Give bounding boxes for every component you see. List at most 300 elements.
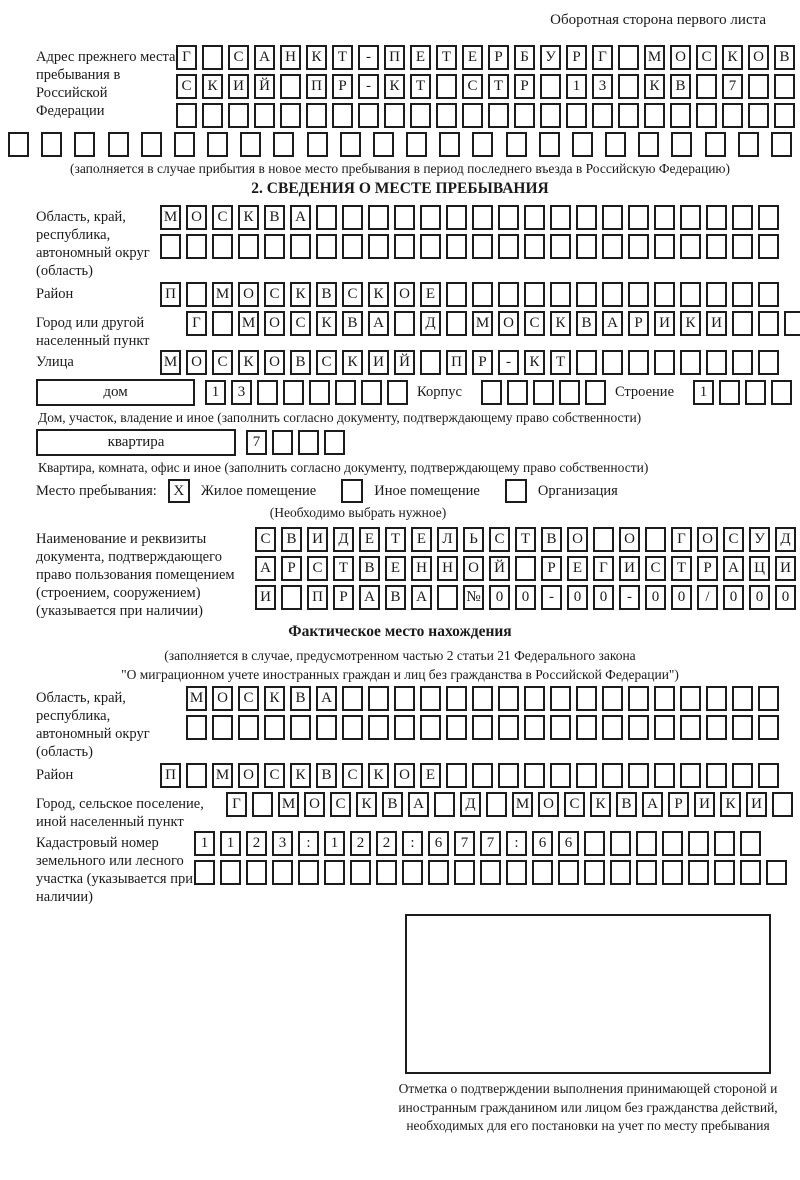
char-cell[interactable] [618,45,639,70]
char-cell[interactable]: Р [332,74,353,99]
char-cell[interactable]: Ц [749,556,770,581]
char-cell[interactable]: И [228,74,249,99]
char-cell[interactable]: 1 [693,380,714,405]
char-cell[interactable] [506,132,527,157]
char-cell[interactable]: 2 [376,831,397,856]
char-cell[interactable] [446,234,467,259]
char-cell[interactable] [446,686,467,711]
char-cell[interactable]: П [384,45,405,70]
char-cell[interactable] [309,380,330,405]
char-cell[interactable] [628,686,649,711]
char-cell[interactable]: И [706,311,727,336]
char-cell[interactable]: А [316,686,337,711]
char-cell[interactable] [576,763,597,788]
char-cell[interactable]: Е [410,45,431,70]
char-cell[interactable]: М [160,205,181,230]
char-cell[interactable]: Т [488,74,509,99]
char-cell[interactable]: 1 [566,74,587,99]
char-cell[interactable]: Т [550,350,571,375]
char-cell[interactable] [714,831,735,856]
organization-checkbox[interactable] [505,479,527,503]
char-cell[interactable] [306,103,327,128]
char-cell[interactable] [454,860,475,885]
char-cell[interactable]: Д [460,792,481,817]
char-cell[interactable] [628,763,649,788]
char-cell[interactable] [368,686,389,711]
char-cell[interactable]: К [590,792,611,817]
char-cell[interactable] [368,715,389,740]
char-cell[interactable] [202,103,223,128]
char-cell[interactable]: : [298,831,319,856]
char-cell[interactable]: 6 [428,831,449,856]
char-cell[interactable]: В [382,792,403,817]
char-cell[interactable] [706,715,727,740]
char-cell[interactable] [350,860,371,885]
char-cell[interactable] [550,205,571,230]
char-cell[interactable] [593,527,614,552]
char-cell[interactable] [186,282,207,307]
char-cell[interactable]: А [255,556,276,581]
char-cell[interactable]: О [238,282,259,307]
char-cell[interactable]: Р [333,585,354,610]
char-cell[interactable] [550,282,571,307]
char-cell[interactable]: П [160,282,181,307]
char-cell[interactable] [472,686,493,711]
char-cell[interactable] [539,132,560,157]
char-cell[interactable] [771,132,792,157]
char-cell[interactable] [654,205,675,230]
char-cell[interactable]: М [512,792,533,817]
char-cell[interactable]: : [506,831,527,856]
char-cell[interactable] [688,831,709,856]
char-cell[interactable] [758,234,779,259]
char-cell[interactable] [758,282,779,307]
char-cell[interactable]: Р [628,311,649,336]
char-cell[interactable]: К [356,792,377,817]
char-cell[interactable]: Р [668,792,689,817]
char-cell[interactable] [638,132,659,157]
char-cell[interactable] [592,103,613,128]
char-cell[interactable] [740,831,761,856]
char-cell[interactable] [446,311,467,336]
char-cell[interactable]: Д [333,527,354,552]
char-cell[interactable]: 0 [645,585,666,610]
char-cell[interactable] [602,282,623,307]
char-cell[interactable]: О [264,311,285,336]
char-cell[interactable] [472,282,493,307]
char-cell[interactable]: Й [489,556,510,581]
char-cell[interactable]: 7 [480,831,501,856]
char-cell[interactable] [654,763,675,788]
char-cell[interactable]: С [462,74,483,99]
residential-checkbox[interactable]: X [168,479,190,503]
char-cell[interactable] [446,715,467,740]
char-cell[interactable] [307,132,328,157]
char-cell[interactable] [732,205,753,230]
char-cell[interactable]: Е [567,556,588,581]
char-cell[interactable] [758,763,779,788]
char-cell[interactable]: А [642,792,663,817]
char-cell[interactable]: К [342,350,363,375]
char-cell[interactable]: С [316,350,337,375]
char-cell[interactable] [602,234,623,259]
char-cell[interactable] [108,132,129,157]
char-cell[interactable] [576,234,597,259]
char-cell[interactable] [420,350,441,375]
char-cell[interactable]: И [746,792,767,817]
char-cell[interactable] [498,686,519,711]
char-cell[interactable]: 0 [671,585,692,610]
char-cell[interactable] [316,234,337,259]
char-cell[interactable]: 7 [722,74,743,99]
char-cell[interactable] [714,860,735,885]
char-cell[interactable] [472,715,493,740]
char-cell[interactable] [406,132,427,157]
char-cell[interactable]: В [290,686,311,711]
char-cell[interactable] [515,556,536,581]
char-cell[interactable]: К [238,350,259,375]
char-cell[interactable] [240,132,261,157]
char-cell[interactable] [688,860,709,885]
char-cell[interactable] [758,715,779,740]
char-cell[interactable]: Н [411,556,432,581]
char-cell[interactable] [316,205,337,230]
char-cell[interactable]: О [748,45,769,70]
char-cell[interactable] [550,234,571,259]
char-cell[interactable]: К [722,45,743,70]
char-cell[interactable] [436,103,457,128]
char-cell[interactable] [524,686,545,711]
char-cell[interactable] [732,234,753,259]
char-cell[interactable] [186,234,207,259]
char-cell[interactable] [559,380,580,405]
char-cell[interactable]: С [696,45,717,70]
char-cell[interactable]: 1 [324,831,345,856]
char-cell[interactable]: 0 [489,585,510,610]
char-cell[interactable]: С [212,205,233,230]
char-cell[interactable]: Р [697,556,718,581]
char-cell[interactable]: Р [281,556,302,581]
char-cell[interactable] [550,763,571,788]
char-cell[interactable]: 6 [558,831,579,856]
char-cell[interactable]: 7 [454,831,475,856]
char-cell[interactable]: Г [592,45,613,70]
char-cell[interactable]: В [576,311,597,336]
char-cell[interactable]: Р [514,74,535,99]
char-cell[interactable]: Е [385,556,406,581]
char-cell[interactable]: : [402,831,423,856]
char-cell[interactable] [758,350,779,375]
char-cell[interactable]: К [368,763,389,788]
char-cell[interactable]: М [472,311,493,336]
char-cell[interactable] [670,103,691,128]
char-cell[interactable] [654,282,675,307]
char-cell[interactable] [524,234,545,259]
char-cell[interactable]: 3 [231,380,252,405]
char-cell[interactable]: 0 [515,585,536,610]
char-cell[interactable] [283,380,304,405]
char-cell[interactable] [342,205,363,230]
char-cell[interactable] [540,103,561,128]
char-cell[interactable]: К [264,686,285,711]
char-cell[interactable] [610,860,631,885]
char-cell[interactable]: С [264,282,285,307]
char-cell[interactable] [387,380,408,405]
char-cell[interactable]: И [654,311,675,336]
char-cell[interactable]: Т [515,527,536,552]
char-cell[interactable] [446,205,467,230]
char-cell[interactable] [774,74,795,99]
char-cell[interactable]: С [290,311,311,336]
char-cell[interactable]: А [723,556,744,581]
char-cell[interactable]: В [316,282,337,307]
char-cell[interactable] [324,430,345,455]
char-cell[interactable]: С [255,527,276,552]
char-cell[interactable] [358,103,379,128]
char-cell[interactable] [436,74,457,99]
char-cell[interactable] [732,350,753,375]
char-cell[interactable]: 1 [205,380,226,405]
char-cell[interactable]: М [238,311,259,336]
char-cell[interactable]: Р [541,556,562,581]
char-cell[interactable] [462,103,483,128]
char-cell[interactable]: А [290,205,311,230]
char-cell[interactable] [585,380,606,405]
char-cell[interactable]: О [304,792,325,817]
char-cell[interactable]: С [238,686,259,711]
char-cell[interactable] [722,103,743,128]
char-cell[interactable]: А [408,792,429,817]
char-cell[interactable] [410,103,431,128]
char-cell[interactable]: С [307,556,328,581]
char-cell[interactable] [141,132,162,157]
char-cell[interactable] [532,860,553,885]
char-cell[interactable] [212,311,233,336]
char-cell[interactable] [732,311,753,336]
char-cell[interactable]: Р [472,350,493,375]
char-cell[interactable]: Е [462,45,483,70]
char-cell[interactable]: Й [394,350,415,375]
char-cell[interactable] [228,103,249,128]
char-cell[interactable]: К [316,311,337,336]
char-cell[interactable] [740,860,761,885]
char-cell[interactable]: М [160,350,181,375]
char-cell[interactable]: С [212,350,233,375]
char-cell[interactable] [706,763,727,788]
char-cell[interactable]: О [212,686,233,711]
char-cell[interactable] [618,103,639,128]
char-cell[interactable] [488,103,509,128]
char-cell[interactable] [212,715,233,740]
char-cell[interactable]: П [307,585,328,610]
char-cell[interactable] [680,686,701,711]
char-cell[interactable]: С [564,792,585,817]
char-cell[interactable]: Й [254,74,275,99]
char-cell[interactable] [558,860,579,885]
house-type-box[interactable]: дом [36,379,195,406]
char-cell[interactable]: П [446,350,467,375]
char-cell[interactable]: О [238,763,259,788]
char-cell[interactable]: Е [420,763,441,788]
char-cell[interactable] [220,860,241,885]
char-cell[interactable] [706,234,727,259]
char-cell[interactable] [572,132,593,157]
char-cell[interactable] [758,686,779,711]
char-cell[interactable] [654,715,675,740]
char-cell[interactable] [771,380,792,405]
char-cell[interactable] [696,74,717,99]
char-cell[interactable] [662,860,683,885]
char-cell[interactable] [186,763,207,788]
char-cell[interactable]: С [723,527,744,552]
char-cell[interactable] [602,763,623,788]
char-cell[interactable] [394,234,415,259]
char-cell[interactable]: К [306,45,327,70]
char-cell[interactable] [361,380,382,405]
char-cell[interactable] [74,132,95,157]
char-cell[interactable] [498,205,519,230]
char-cell[interactable] [298,860,319,885]
char-cell[interactable]: К [238,205,259,230]
char-cell[interactable] [498,763,519,788]
char-cell[interactable] [732,282,753,307]
char-cell[interactable]: М [212,763,233,788]
char-cell[interactable] [472,205,493,230]
char-cell[interactable]: В [616,792,637,817]
char-cell[interactable] [576,282,597,307]
char-cell[interactable]: Л [437,527,458,552]
char-cell[interactable]: А [368,311,389,336]
char-cell[interactable]: К [720,792,741,817]
char-cell[interactable] [384,103,405,128]
char-cell[interactable] [394,715,415,740]
char-cell[interactable]: - [541,585,562,610]
char-cell[interactable]: Д [420,311,441,336]
char-cell[interactable] [732,763,753,788]
char-cell[interactable]: С [645,556,666,581]
char-cell[interactable] [628,350,649,375]
char-cell[interactable]: - [619,585,640,610]
char-cell[interactable] [254,103,275,128]
char-cell[interactable] [420,715,441,740]
char-cell[interactable] [373,132,394,157]
char-cell[interactable] [264,234,285,259]
char-cell[interactable]: В [281,527,302,552]
char-cell[interactable]: 6 [532,831,553,856]
char-cell[interactable] [671,132,692,157]
char-cell[interactable] [680,715,701,740]
char-cell[interactable] [645,527,666,552]
char-cell[interactable] [342,715,363,740]
char-cell[interactable] [202,45,223,70]
char-cell[interactable]: 0 [775,585,796,610]
char-cell[interactable] [772,792,793,817]
char-cell[interactable] [480,860,501,885]
char-cell[interactable]: М [644,45,665,70]
char-cell[interactable]: 0 [567,585,588,610]
char-cell[interactable] [342,234,363,259]
char-cell[interactable] [758,311,779,336]
char-cell[interactable]: 1 [194,831,215,856]
char-cell[interactable]: Т [332,45,353,70]
char-cell[interactable] [498,234,519,259]
char-cell[interactable] [654,350,675,375]
char-cell[interactable]: А [411,585,432,610]
char-cell[interactable]: А [359,585,380,610]
char-cell[interactable] [602,350,623,375]
char-cell[interactable] [481,380,502,405]
char-cell[interactable] [680,205,701,230]
char-cell[interactable]: Ь [463,527,484,552]
char-cell[interactable]: К [680,311,701,336]
char-cell[interactable]: К [290,763,311,788]
char-cell[interactable] [602,686,623,711]
char-cell[interactable]: К [368,282,389,307]
char-cell[interactable] [654,234,675,259]
char-cell[interactable] [605,132,626,157]
char-cell[interactable] [264,715,285,740]
char-cell[interactable] [498,282,519,307]
char-cell[interactable] [576,686,597,711]
char-cell[interactable] [706,686,727,711]
char-cell[interactable] [774,103,795,128]
char-cell[interactable] [738,132,759,157]
char-cell[interactable]: 2 [350,831,371,856]
char-cell[interactable]: Г [186,311,207,336]
char-cell[interactable] [324,860,345,885]
char-cell[interactable]: В [385,585,406,610]
char-cell[interactable] [680,350,701,375]
char-cell[interactable]: С [489,527,510,552]
char-cell[interactable]: М [186,686,207,711]
char-cell[interactable]: К [290,282,311,307]
char-cell[interactable] [394,311,415,336]
char-cell[interactable] [420,205,441,230]
char-cell[interactable]: О [619,527,640,552]
char-cell[interactable]: В [290,350,311,375]
char-cell[interactable] [576,205,597,230]
char-cell[interactable]: У [749,527,770,552]
char-cell[interactable]: Т [671,556,692,581]
char-cell[interactable]: О [394,763,415,788]
char-cell[interactable]: К [202,74,223,99]
char-cell[interactable] [680,763,701,788]
char-cell[interactable] [194,860,215,885]
char-cell[interactable] [394,205,415,230]
char-cell[interactable] [298,430,319,455]
char-cell[interactable]: Т [410,74,431,99]
char-cell[interactable]: Е [411,527,432,552]
char-cell[interactable] [420,234,441,259]
char-cell[interactable] [550,686,571,711]
char-cell[interactable] [252,792,273,817]
char-cell[interactable] [758,205,779,230]
char-cell[interactable] [257,380,278,405]
char-cell[interactable] [533,380,554,405]
char-cell[interactable]: И [694,792,715,817]
char-cell[interactable] [238,234,259,259]
char-cell[interactable]: Т [436,45,457,70]
char-cell[interactable] [335,380,356,405]
char-cell[interactable]: Н [437,556,458,581]
char-cell[interactable] [514,103,535,128]
char-cell[interactable]: С [342,763,363,788]
char-cell[interactable]: В [541,527,562,552]
char-cell[interactable] [732,715,753,740]
char-cell[interactable]: К [550,311,571,336]
char-cell[interactable] [174,132,195,157]
char-cell[interactable] [745,380,766,405]
